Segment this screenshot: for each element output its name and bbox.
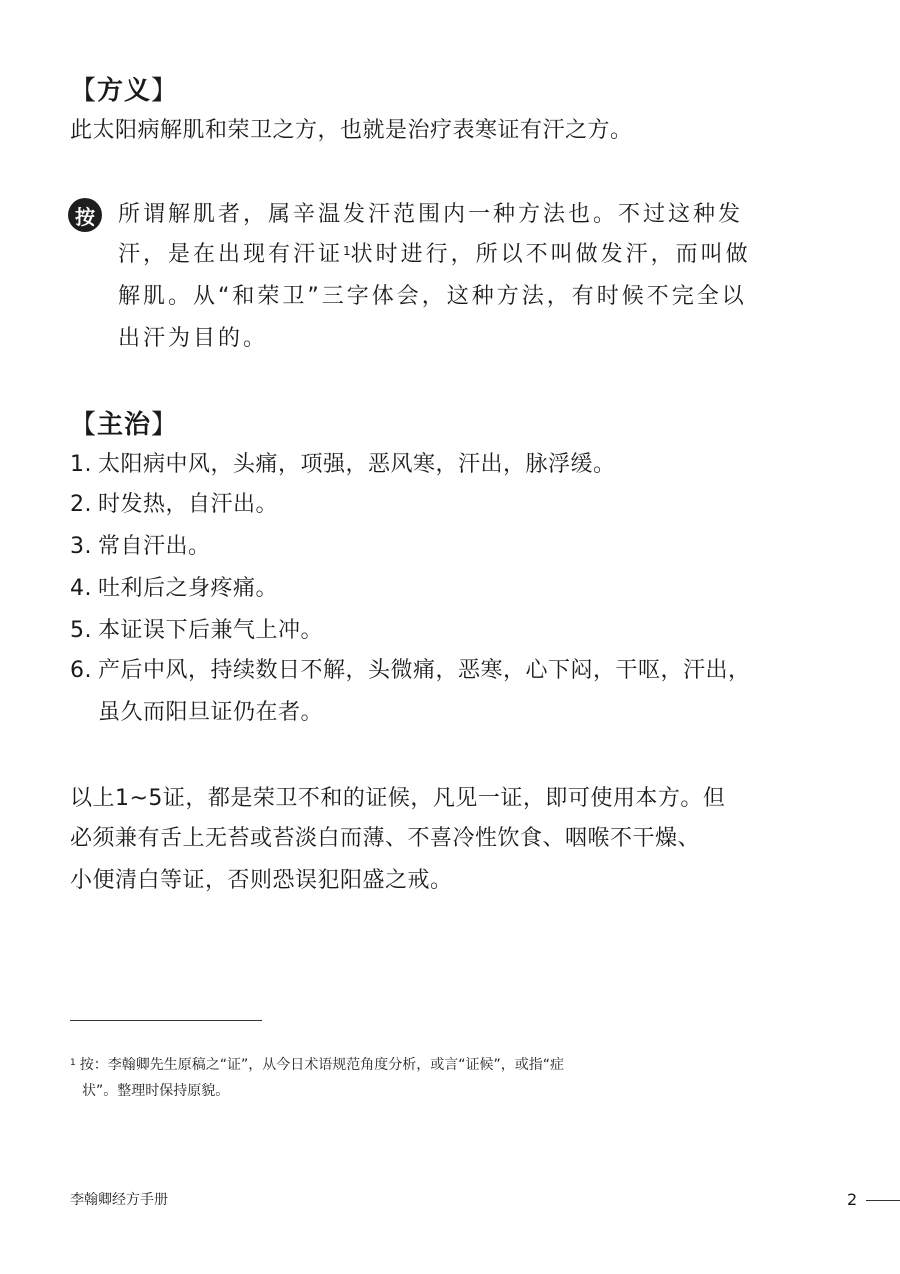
footnote-line-2: 状”。整理时保持原貌。 — [82, 1083, 230, 1099]
summary-line-3: 小便清白等证，否则恐误犯阳盛之戒。 — [70, 868, 453, 893]
list-item — [70, 532, 211, 562]
list-item-text: 产后中风，持续数日不解，头微痛，恶寒，心下闷，干呕，汗出， — [98, 658, 751, 683]
running-footer-title: 李翰卿经方手册 — [70, 1192, 168, 1208]
footnote-mark: 1 — [70, 1058, 76, 1068]
footnote-text: 按：李翰卿先生原稿之“证”，从今日术语规范角度分析，或言“证候”，或指“症 — [79, 1057, 564, 1073]
bracket-open: 【 — [70, 76, 98, 106]
list-item-number: 3. — [70, 534, 92, 559]
an-note-badge-icon: 按 — [68, 198, 102, 232]
summary-line-2: 必须兼有舌上无苔或苔淡白而薄、不喜冷性饮食、咽喉不干燥、 — [70, 826, 701, 851]
note-line-3: 解肌。从“和荣卫”三字体会，这种方法，有时候不完全以 — [118, 284, 747, 309]
heading-text: 主治 — [97, 410, 152, 440]
list-item-text: 太阳病中风，头痛，项强，恶风寒，汗出，脉浮缓。 — [98, 452, 616, 477]
list-item — [70, 450, 616, 480]
section-heading-fangyi — [70, 74, 178, 108]
note-line-4: 出汗为目的。 — [118, 326, 269, 351]
list-item-number: 5. — [70, 618, 92, 643]
note-line-2 — [118, 240, 778, 270]
page-number-rule — [866, 1200, 900, 1201]
list-item-continuation: 虽久而阳旦证仍在者。 — [98, 700, 324, 725]
list-item-text: 本证误下后兼气上冲。 — [98, 618, 324, 643]
heading-text: 方义 — [97, 76, 152, 106]
list-item-number: 2. — [70, 492, 92, 517]
list-item — [70, 656, 751, 686]
bracket-close: 】 — [151, 410, 179, 440]
fangyi-body: 此太阳病解肌和荣卫之方，也就是治疗表寒证有汗之方。 — [70, 118, 633, 143]
footnote-ref: 1 — [343, 244, 351, 258]
bracket-open: 【 — [70, 410, 98, 440]
page-number: 2 — [847, 1190, 858, 1209]
summary-line-1: 以上1~5证，都是荣卫不和的证候，凡见一证，即可使用本方。但 — [70, 786, 726, 811]
bracket-close: 】 — [151, 76, 179, 106]
footnote-divider — [70, 1020, 262, 1021]
list-item-text: 时发热，自汗出。 — [98, 492, 279, 517]
list-item — [70, 490, 278, 520]
list-item-number: 4. — [70, 576, 92, 601]
list-item-text: 常自汗出。 — [98, 534, 211, 559]
section-heading-zhuzhi — [70, 408, 178, 442]
list-item-number: 1. — [70, 452, 92, 477]
footnote-line-1 — [70, 1054, 564, 1076]
list-item-number: 6. — [70, 658, 92, 683]
list-item — [70, 616, 323, 646]
list-item — [70, 574, 278, 604]
note-line-2-b: 状时进行，所以不叫做发汗，而叫做 — [350, 242, 751, 267]
list-item-text: 吐利后之身疼痛。 — [98, 576, 279, 601]
note-line-1: 所谓解肌者，属辛温发汗范围内一种方法也。不过这种发 — [118, 202, 744, 227]
note-line-2-a: 汗，是在出现有汗证 — [118, 242, 344, 267]
